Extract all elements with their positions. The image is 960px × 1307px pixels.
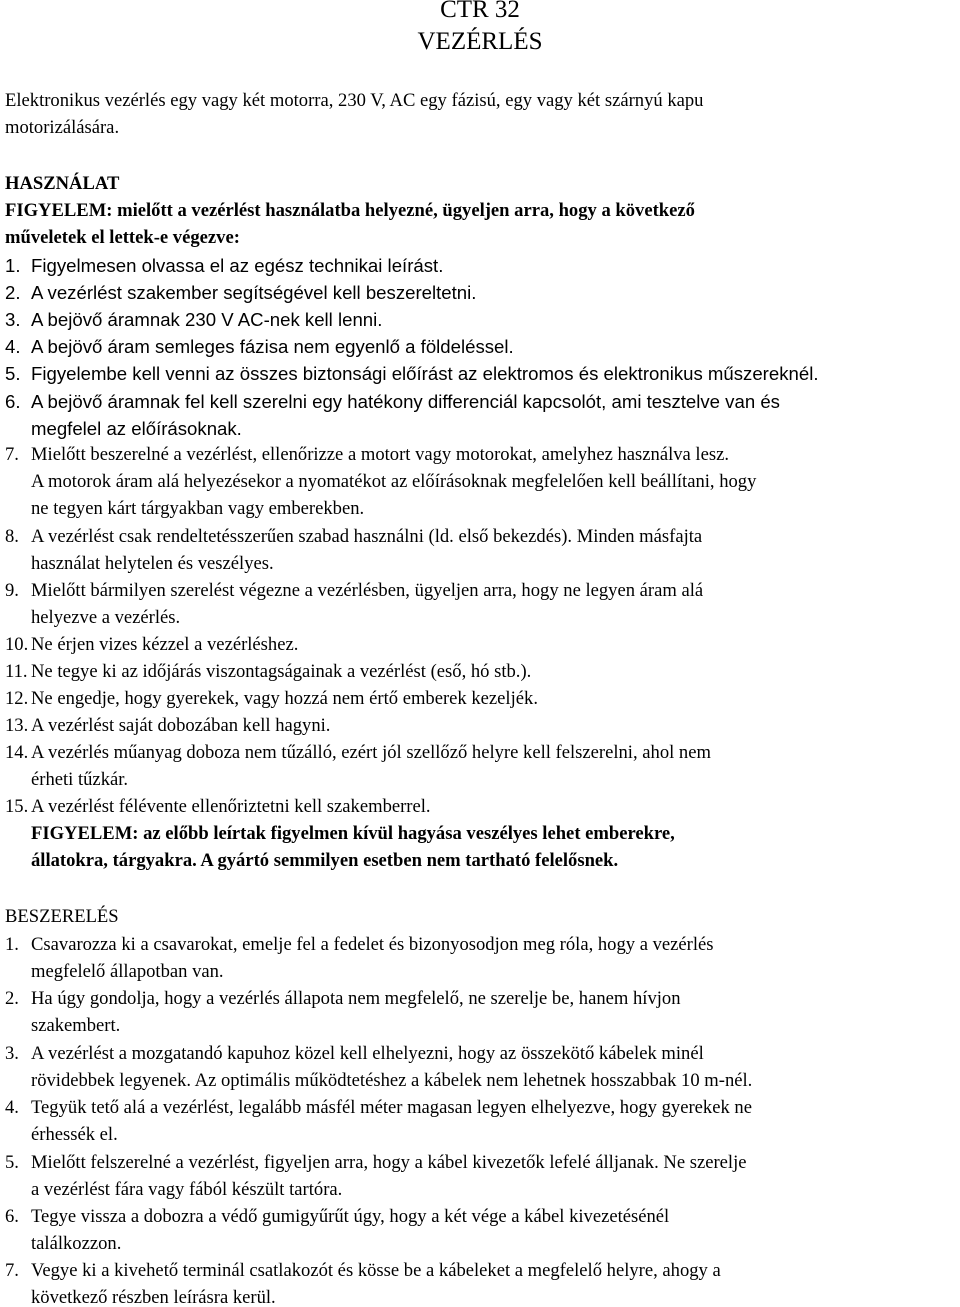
usage-item bbox=[5, 713, 330, 740]
usage-item-text: A vezérlést szakember segítségével kell beszereltetni. bbox=[31, 282, 477, 303]
usage-item-number: 4. bbox=[5, 336, 21, 357]
usage-item bbox=[5, 524, 702, 551]
install-item-number: 5. bbox=[5, 1152, 19, 1173]
install-item-number: 7. bbox=[5, 1260, 19, 1281]
usage-item-continuation: használat helytelen és veszélyes. bbox=[31, 553, 274, 574]
install-item-continuation: a vezérlést fára vagy fából készült tartóra. bbox=[31, 1179, 343, 1200]
usage-item-number: 13. bbox=[5, 715, 29, 736]
install-item bbox=[5, 932, 714, 959]
install-item-number: 1. bbox=[5, 934, 19, 955]
usage-item bbox=[5, 307, 382, 334]
usage-item-number: 14. bbox=[5, 742, 29, 763]
usage-item bbox=[5, 659, 531, 686]
install-item bbox=[5, 986, 681, 1013]
usage-item-continuation: ne tegyen kárt tárgyakban vagy emberekben. bbox=[31, 498, 365, 519]
install-item-text: Tegyük tető alá a vezérlést, legalább másfél méter magasan legyen elhelyezve, hogy gyerekek ne bbox=[31, 1097, 752, 1118]
usage-item bbox=[5, 334, 514, 361]
final-warning-line-1: FIGYELEM: az előbb leírtak figyelmen kívül hagyása veszélyes lehet emberekre, bbox=[31, 823, 675, 844]
final-warning-line-2: állatokra, tárgyakra. A gyártó semmilyen esetben nem tartható felelősnek. bbox=[31, 850, 619, 871]
usage-item-number: 8. bbox=[5, 526, 19, 547]
install-item-text: Mielőtt felszerelné a vezérlést, figyeljen arra, hogy a kábel kivezetők lefelé álljanak. Ne szerelje bbox=[31, 1152, 747, 1173]
usage-item-number: 3. bbox=[5, 309, 21, 330]
usage-item-continuation: helyezve a vezérlés. bbox=[31, 607, 181, 628]
usage-item-number: 12. bbox=[5, 688, 29, 709]
usage-item-text: Ne tegye ki az időjárás viszontagságainak a vezérlést (eső, hó stb.). bbox=[31, 661, 532, 682]
usage-item-number: 1. bbox=[5, 255, 21, 276]
install-item-continuation: megfelelő állapotban van. bbox=[31, 961, 224, 982]
usage-item bbox=[5, 578, 703, 605]
usage-heading: HASZNÁLAT bbox=[5, 173, 120, 194]
usage-item bbox=[5, 280, 476, 307]
usage-item-text: A vezérlést félévente ellenőriztetni kell szakemberrel. bbox=[31, 796, 431, 817]
install-item-continuation: érhessék el. bbox=[31, 1124, 118, 1145]
install-item-number: 4. bbox=[5, 1097, 19, 1118]
usage-item bbox=[5, 253, 443, 280]
usage-item bbox=[5, 794, 431, 821]
intro-line-1: Elektronikus vezérlés egy vagy két motorra, 230 V, AC egy fázisú, egy vagy két szárnyú kapu bbox=[5, 90, 704, 111]
usage-item-text: A bejövő áramnak 230 V AC-nek kell lenni. bbox=[31, 309, 383, 330]
usage-item-text: A bejövő áram semleges fázisa nem egyenlő a földeléssel. bbox=[31, 336, 514, 357]
install-item-continuation: következő részben leírásra kerül. bbox=[31, 1287, 276, 1307]
usage-item bbox=[5, 361, 819, 388]
usage-item-number: 9. bbox=[5, 580, 19, 601]
title-model: CTR 32 bbox=[440, 0, 520, 23]
usage-item bbox=[5, 686, 538, 713]
install-item-text: A vezérlést a mozgatandó kapuhoz közel kell elhelyezni, hogy az összekötő kábelek minél bbox=[31, 1043, 704, 1064]
install-item bbox=[5, 1150, 747, 1177]
install-item-number: 2. bbox=[5, 988, 19, 1009]
title-name: VEZÉRLÉS bbox=[417, 28, 543, 55]
usage-item-number: 6. bbox=[5, 391, 21, 412]
usage-item-text: A vezérlést saját dobozában kell hagyni. bbox=[31, 715, 331, 736]
usage-item-continuation: megfelel az előírásoknak. bbox=[31, 418, 242, 439]
install-item bbox=[5, 1095, 752, 1122]
usage-item bbox=[5, 442, 729, 469]
install-heading: BESZERELÉS bbox=[5, 906, 119, 927]
install-item-text: Ha úgy gondolja, hogy a vezérlés állapota nem megfelelő, ne szerelje be, hanem hívjon bbox=[31, 988, 681, 1009]
install-item-continuation: rövidebbek legyenek. Az optimális működtetéshez a kábelek nem lehetnek hosszabbak 10 m-nél. bbox=[31, 1070, 753, 1091]
install-item-text: Vegye ki a kivehető terminál csatlakozót és kösse be a kábeleket a megfelelő helyre, ahogy a bbox=[31, 1260, 721, 1281]
usage-warning-line-2: műveletek el lettek-e végezve: bbox=[5, 227, 240, 248]
install-item-number: 6. bbox=[5, 1206, 19, 1227]
usage-item-continuation: érheti tűzkár. bbox=[31, 769, 129, 790]
intro-line-2: motorizálására. bbox=[5, 117, 120, 138]
install-item-text: Tegye vissza a dobozra a védő gumigyűrűt úgy, hogy a két vége a kábel kivezetésénél bbox=[31, 1206, 670, 1227]
install-item-number: 3. bbox=[5, 1043, 19, 1064]
install-item bbox=[5, 1258, 721, 1285]
page-title bbox=[0, 0, 960, 58]
usage-item bbox=[5, 740, 711, 767]
usage-item-text: Ne érjen vizes kézzel a vezérléshez. bbox=[31, 634, 299, 655]
usage-item-text: Mielőtt beszerelné a vezérlést, ellenőrizze a motort vagy motorokat, amelyhez használva lesz. bbox=[31, 444, 729, 465]
usage-item bbox=[5, 632, 298, 659]
install-item-text: Csavarozza ki a csavarokat, emelje fel a fedelet és bizonyosodjon meg róla, hogy a vezérlés bbox=[31, 934, 714, 955]
usage-item-text: Figyelembe kell venni az összes biztonsági előírást az elektromos és elektronikus műszereknél. bbox=[31, 363, 819, 384]
usage-item bbox=[5, 389, 780, 416]
usage-item-text: A vezérlést csak rendeltetésszerűen szabad használni (ld. első bekezdés). Minden másfajta bbox=[31, 526, 703, 547]
usage-item-text: Figyelmesen olvassa el az egész technikai leírást. bbox=[31, 255, 444, 276]
usage-item-text: A vezérlés műanyag doboza nem tűzálló, ezért jól szellőző helyre kell felszerelni, ahol nem bbox=[31, 742, 711, 763]
usage-item-number: 11. bbox=[5, 661, 28, 682]
usage-item-continuation: A motorok áram alá helyezésekor a nyomatékot az előírásoknak megfelelően kell beállítani, hogy bbox=[31, 471, 757, 492]
usage-item-number: 15. bbox=[5, 796, 29, 817]
install-item bbox=[5, 1204, 669, 1231]
usage-item-text: Ne engedje, hogy gyerekek, vagy hozzá nem értő emberek kezeljék. bbox=[31, 688, 538, 709]
usage-item-text: A bejövő áramnak fel kell szerelni egy hatékony differenciál kapcsolót, ami tesztelve van és bbox=[31, 391, 780, 412]
usage-item-number: 7. bbox=[5, 444, 19, 465]
usage-item-text: Mielőtt bármilyen szerelést végezne a vezérlésben, ügyeljen arra, hogy ne legyen áram alá bbox=[31, 580, 704, 601]
usage-item-number: 10. bbox=[5, 634, 29, 655]
usage-item-number: 2. bbox=[5, 282, 21, 303]
usage-item-number: 5. bbox=[5, 363, 21, 384]
install-item-continuation: találkozzon. bbox=[31, 1233, 122, 1254]
install-item-continuation: szakembert. bbox=[31, 1015, 121, 1036]
usage-warning-line-1: FIGYELEM: mielőtt a vezérlést használatba helyezné, ügyeljen arra, hogy a következő bbox=[5, 200, 695, 221]
install-item bbox=[5, 1041, 704, 1068]
